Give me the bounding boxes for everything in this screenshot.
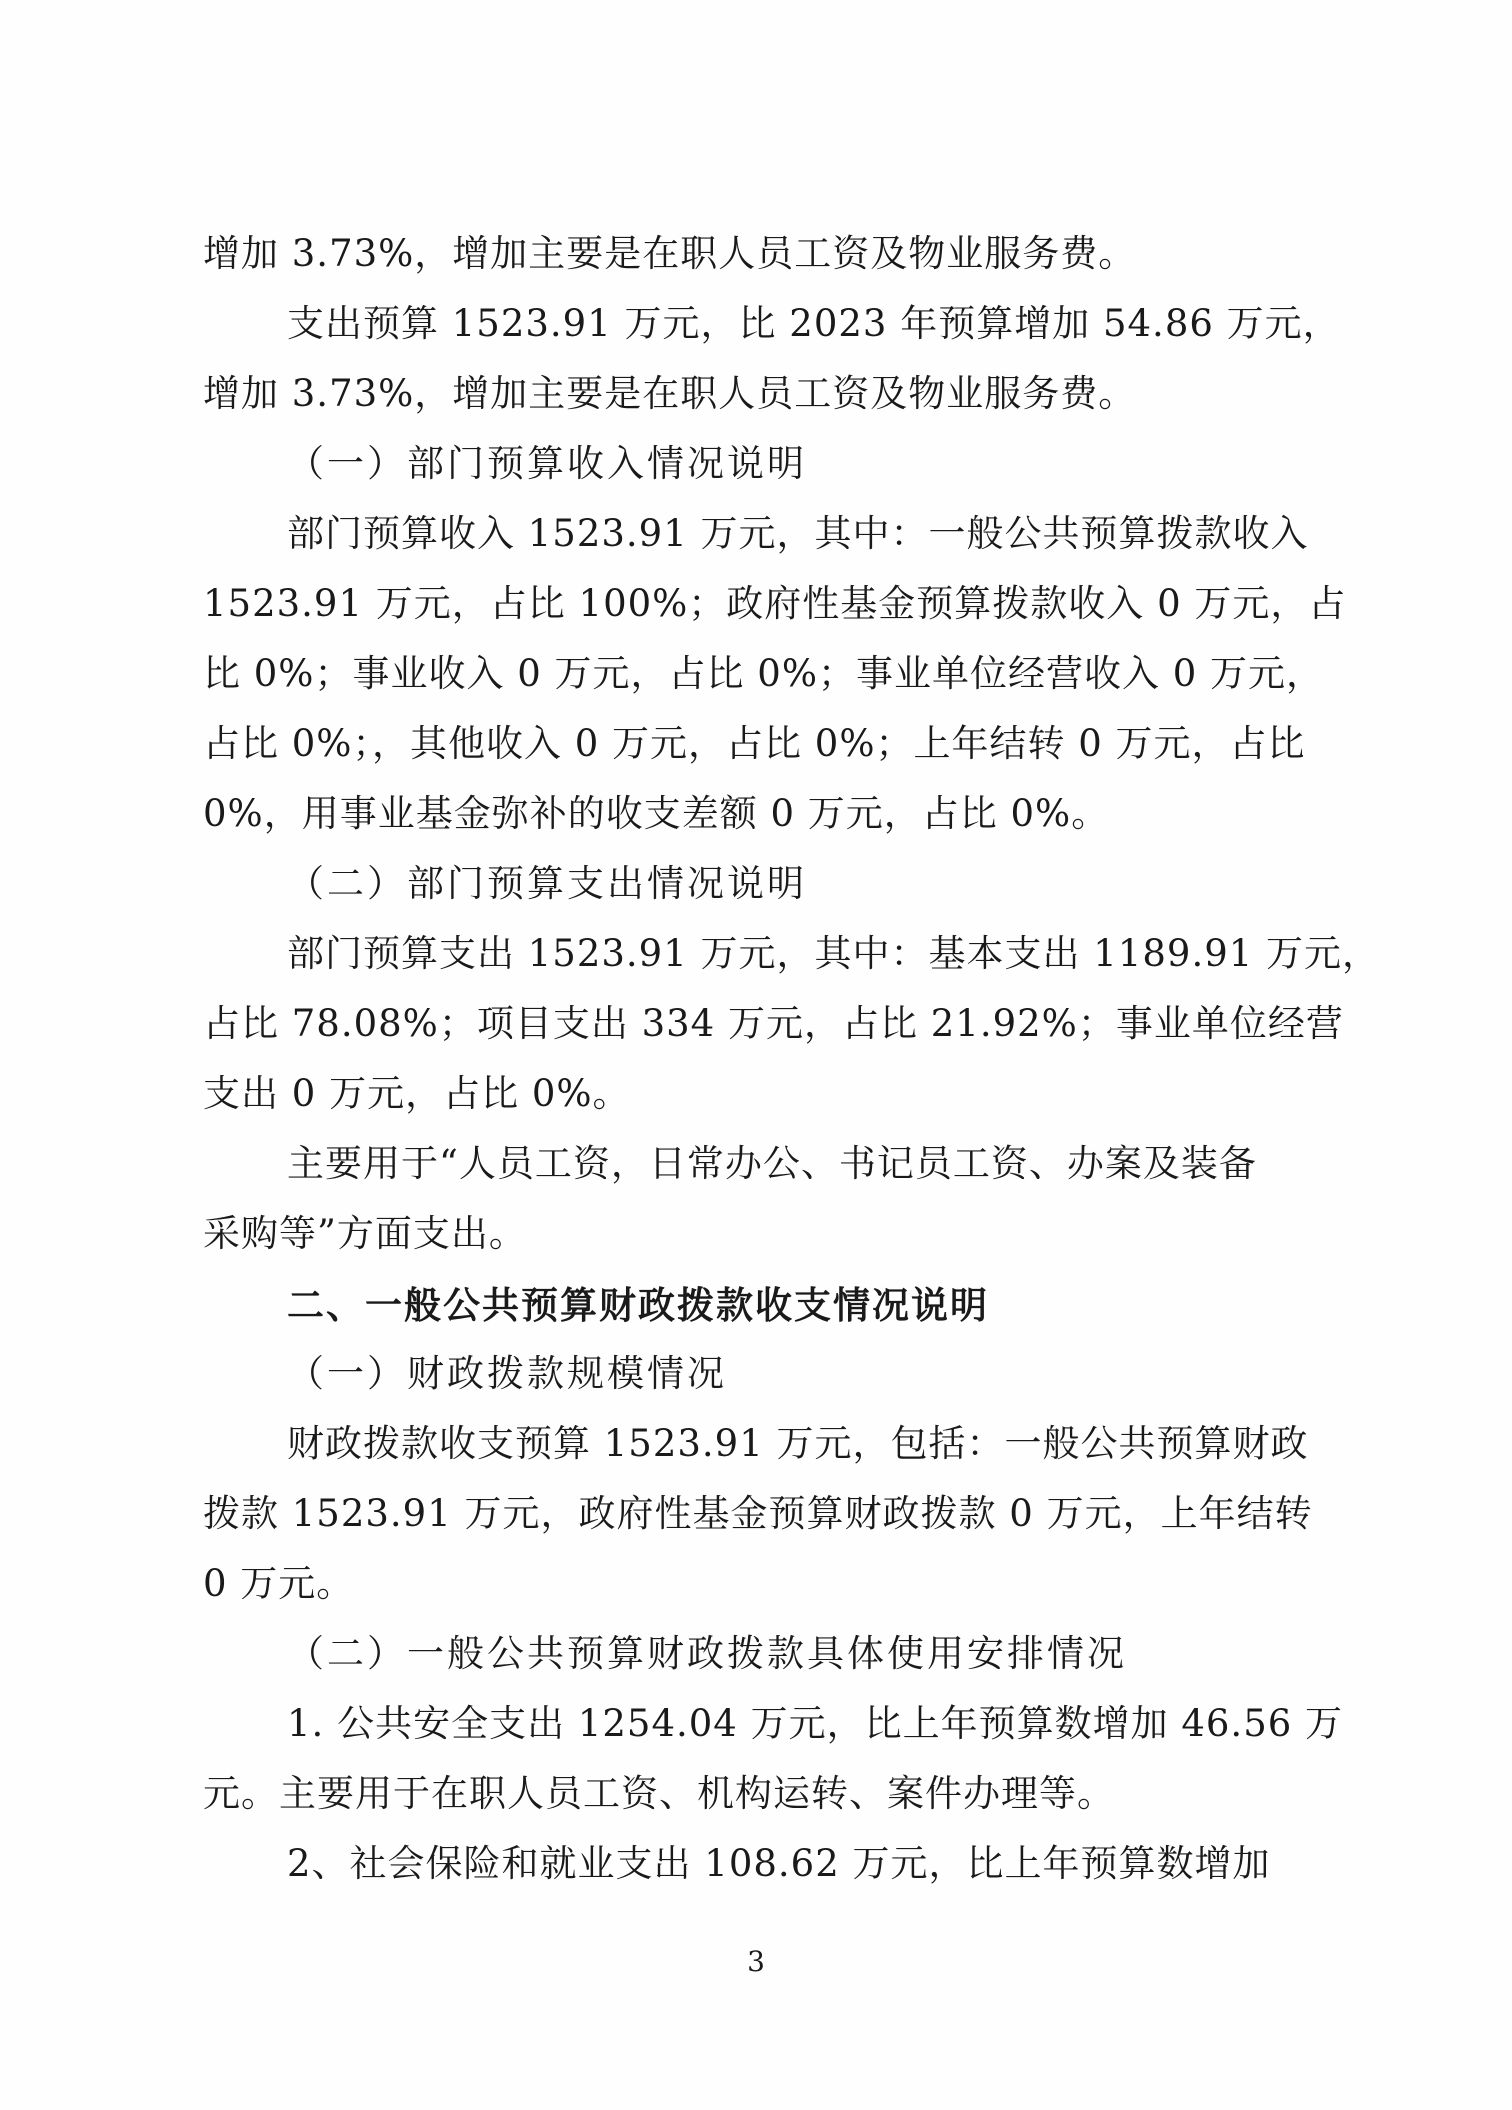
- paragraph-line: 拨款 1523.91 万元，政府性基金预算财政拨款 0 万元，上年结转: [203, 1492, 1313, 1535]
- paragraph-line: 增加 3.73%，增加主要是在职人员工资及物业服务费。: [203, 372, 1137, 415]
- paragraph-line: 0%，用事业基金弥补的收支差额 0 万元，占比 0%。: [203, 792, 1110, 835]
- paragraph-line: 元。主要用于在职人员工资、机构运转、案件办理等。: [203, 1772, 1115, 1815]
- paragraph-line: 1. 公共安全支出 1254.04 万元，比上年预算数增加 46.56 万: [287, 1702, 1344, 1745]
- paragraph-line: 部门预算收入 1523.91 万元，其中：一般公共预算拨款收入: [287, 512, 1309, 555]
- section-subheading: （一）部门预算收入情况说明: [287, 442, 807, 485]
- paragraph-line: 支出 0 万元，占比 0%。: [203, 1072, 631, 1115]
- paragraph-line: 1523.91 万元，占比 100%；政府性基金预算拨款收入 0 万元，占: [203, 582, 1347, 625]
- paragraph-line: 0 万元。: [203, 1562, 355, 1605]
- paragraph-line: 2、社会保险和就业支出 108.62 万元，比上年预算数增加: [287, 1842, 1271, 1885]
- paragraph-line: 增加 3.73%，增加主要是在职人员工资及物业服务费。: [203, 232, 1137, 275]
- paragraph-line: 采购等”方面支出。: [203, 1212, 527, 1255]
- page-number: 3: [747, 1945, 765, 1978]
- paragraph-line: 占比 78.08%；项目支出 334 万元，占比 21.92%；事业单位经营: [203, 1002, 1344, 1045]
- section-subheading: （二）部门预算支出情况说明: [287, 862, 807, 905]
- paragraph-line: 占比 0%；，其他收入 0 万元，占比 0%；上年结转 0 万元，占比: [203, 722, 1306, 765]
- paragraph-line: 财政拨款收支预算 1523.91 万元，包括：一般公共预算财政: [287, 1422, 1309, 1465]
- paragraph-line: 支出预算 1523.91 万元，比 2023 年预算增加 54.86 万元，: [287, 302, 1341, 345]
- section-subheading: （一）财政拨款规模情况: [287, 1352, 727, 1395]
- paragraph-line: 部门预算支出 1523.91 万元，其中：基本支出 1189.91 万元，: [287, 932, 1381, 975]
- paragraph-line: 主要用于“人员工资，日常办公、书记员工资、办案及装备: [287, 1142, 1257, 1185]
- section-heading: 二、一般公共预算财政拨款收支情况说明: [287, 1284, 989, 1327]
- paragraph-line: 比 0%；事业收入 0 万元，占比 0%；事业单位经营收入 0 万元，: [203, 652, 1325, 695]
- section-subheading: （二）一般公共预算财政拨款具体使用安排情况: [287, 1632, 1127, 1675]
